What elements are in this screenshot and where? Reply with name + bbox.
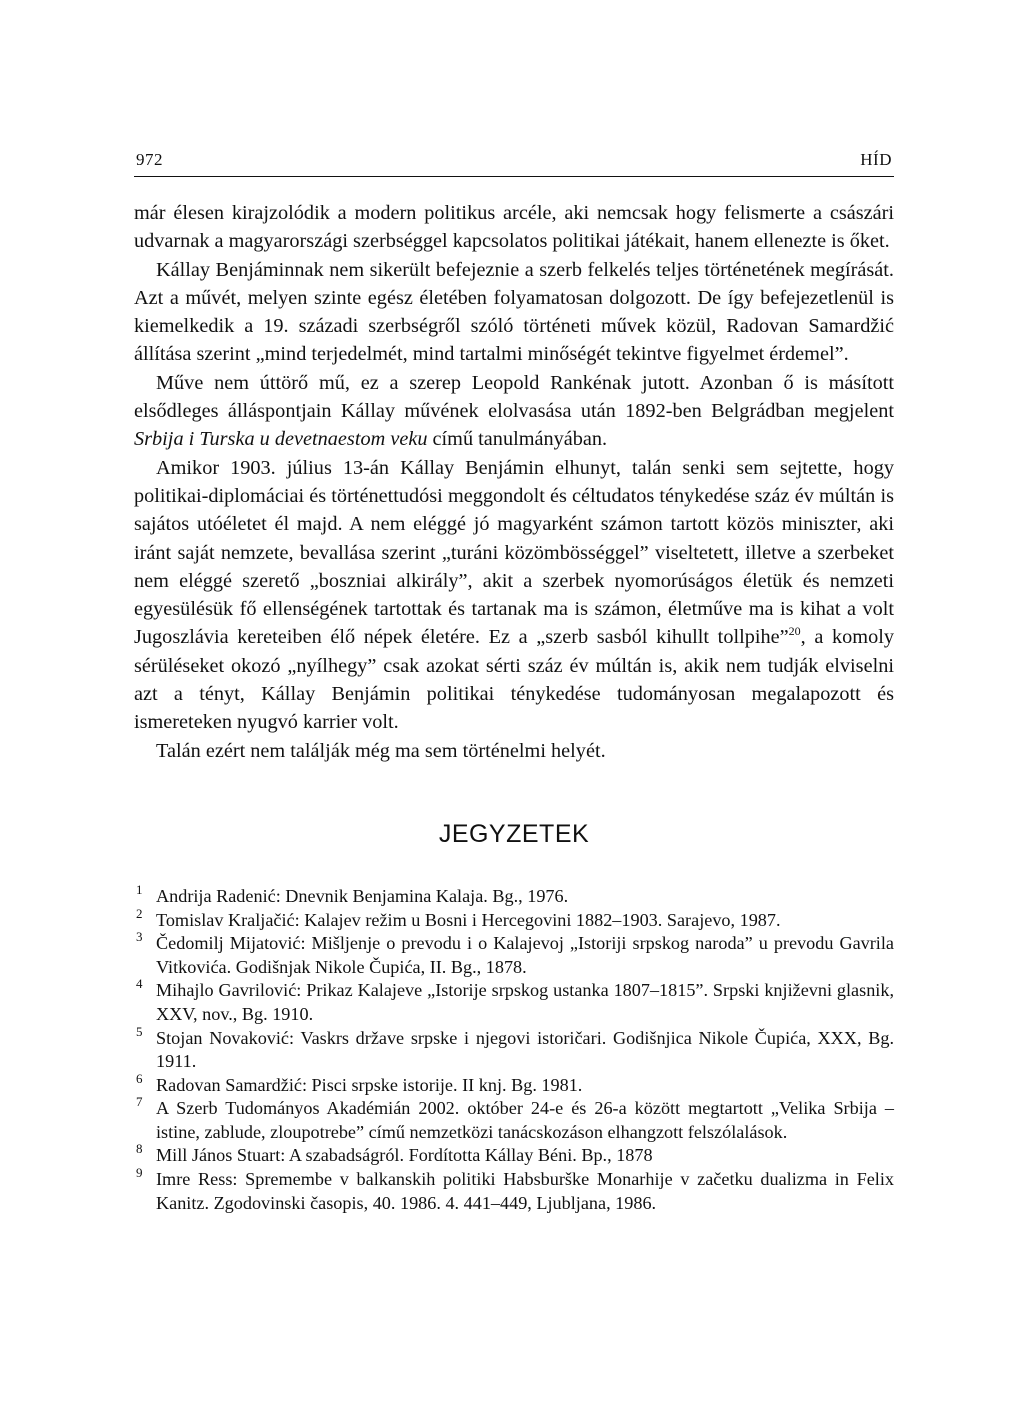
paragraph-3-tail: című tanulmányában. (427, 428, 608, 451)
footnote-number: 4 (136, 976, 143, 992)
book-title-italic: Srbija i Turska u devetnaestom veku (134, 428, 428, 451)
footnote-text: Mill János Stuart: A szabadságról. Fordította Kállay Béni. Bp., 1878 (156, 1145, 653, 1166)
footnote-text: Tomislav Kraljačić: Kalajev režim u Bosni i Hercegovini 1882–1903. Sarajevo, 1987. (156, 909, 781, 930)
footnote-number: 5 (136, 1023, 143, 1039)
paragraph-4-text: Amikor 1903. július 13-án Kállay Benjámin elhunyt, talán senki sem sejtette, hogy politikai-diplomáciai és történettudósi meggondolt és céltudatos ténykedése száz év múltán is sajátos utóéletet él majd. A nem eléggé jó magyarként számon tartott közös miniszter, aki iránt saját nemzete, bevallása szerint „turáni közömbösséggel” viseltetett, illetve a szerbeket nem eléggé szerető „boszniai alkirály”, akit a szerbek nyomorúságos életük és nemzeti egyesülésük fő ellenségének tartottak és tartanak ma is számon, életműve ma is kihat a volt Jugoszlávia kereteiben élő népek életére. Ez a „szerb sasból kihullt tollpihe” (134, 456, 894, 649)
footnote-text: Radovan Samardžić: Pisci srpske istorije. II knj. Bg. 1981. (156, 1074, 583, 1095)
footnote-item (134, 881, 894, 909)
footnote-number: 7 (136, 1094, 143, 1110)
footnote-text: A Szerb Tudományos Akadémián 2002. október 24-e és 26-a között megtartott „Velika Srbija – istine, zablude, zloupotrebe” című nemzetközi tanácskozáson elhangzott felszólalások. (156, 1098, 894, 1142)
footnote-item (134, 905, 894, 933)
footnote-text: Imre Ress: Spremembe v balkanskih politiki Habsburške Monarhije v začetku dualizma in Felix Kanitz. Zgodovinski časopis, 40. 1986. 4. 441–449, Ljubljana, 1986. (156, 1169, 894, 1213)
footnote-item (134, 1094, 894, 1144)
document-page (134, 150, 894, 1215)
footnote-number: 3 (136, 929, 143, 945)
paragraph-1: már élesen kirajzolódik a modern politikus arcéle, aki nemcsak hogy felismerte a császári udvarnak a magyarországi szerbséggel kapcsolatos politikai játékait, hanem ellenezte is őket. (134, 202, 894, 253)
paragraph-3 (134, 369, 894, 454)
page-number: 972 (136, 150, 163, 169)
footnote-text: Andrija Radenić: Dnevnik Benjamina Kalaja. Bg., 1976. (156, 885, 569, 906)
footnote-ref-20: 20 (788, 624, 801, 639)
footnote-item (134, 976, 894, 1026)
footnote-text: Mihajlo Gavrilović: Prikaz Kalajeve „Istorije srpskog ustanka 1807–1815”. Srpski književni glasnik, XXV, nov., Bg. 1910. (156, 980, 894, 1024)
section-title: JEGYZETEK (438, 819, 590, 848)
paragraph-4-tail: , a komoly sérüléseket okozó „nyílhegy” csak azokat sérti száz év múltán is, akik nem tudják elviselni azt a tényt, Kállay Benjámin politikai ténykedése tudományosan megalapozott és ismereteken nyugvó karrier volt. (134, 626, 894, 734)
footnote-text: Čedomilj Mijatović: Mišljenje o prevodu i o Kalajevoj „Istoriji srpskog naroda” u prevodu Gavrila Vitkovića. Godišnjak Nikole Čupića, II. Bg., 1878. (156, 933, 894, 977)
footnote-number: 8 (136, 1141, 143, 1157)
footnote-item (134, 929, 894, 979)
footnote-item (134, 1141, 894, 1168)
footnote-text: Stojan Novaković: Vaskrs države srpske i njegovi istoričari. Godišnjica Nikole Čupića, XXX, Bg. 1911. (156, 1027, 894, 1072)
footnote-number: 1 (136, 881, 143, 897)
footnote-number: 9 (136, 1165, 143, 1181)
paragraph-4 (134, 454, 894, 737)
footnote-number: 2 (136, 905, 143, 921)
paragraph-5: Talán ezért nem találják még ma sem történelmi helyét. (156, 739, 606, 762)
paragraph-3-text: Műve nem úttörő mű, ez a szerep Leopold Rankénak jutott. Azonban ő is másított elsődleges álláspontjain Kállay művének elolvasása után 1892-ben Belgrádban megjelent (134, 371, 894, 423)
footnote-item (134, 1070, 894, 1098)
footnote-number: 6 (136, 1070, 143, 1086)
paragraph-2: Kállay Benjáminnak nem sikerült befejeznie a szerb felkelés teljes történetének megírását. Azt a művét, melyen szinte egész életében folyamatosan dolgozott. De így befejezetlenül is kiemelkedik a 19. századi szerbségről szóló történeti művek közül, Radovan Samardžić állítása szerint „mind terjedelmét, mind tartalmi minőségét tekintve figyelmet érdemel”. (134, 258, 894, 366)
body-text (134, 199, 894, 765)
footnote-item (134, 1165, 894, 1215)
running-header (134, 150, 894, 177)
footnote-item (134, 1023, 894, 1074)
footnotes-list (134, 881, 894, 1215)
journal-title: HÍD (860, 150, 892, 169)
